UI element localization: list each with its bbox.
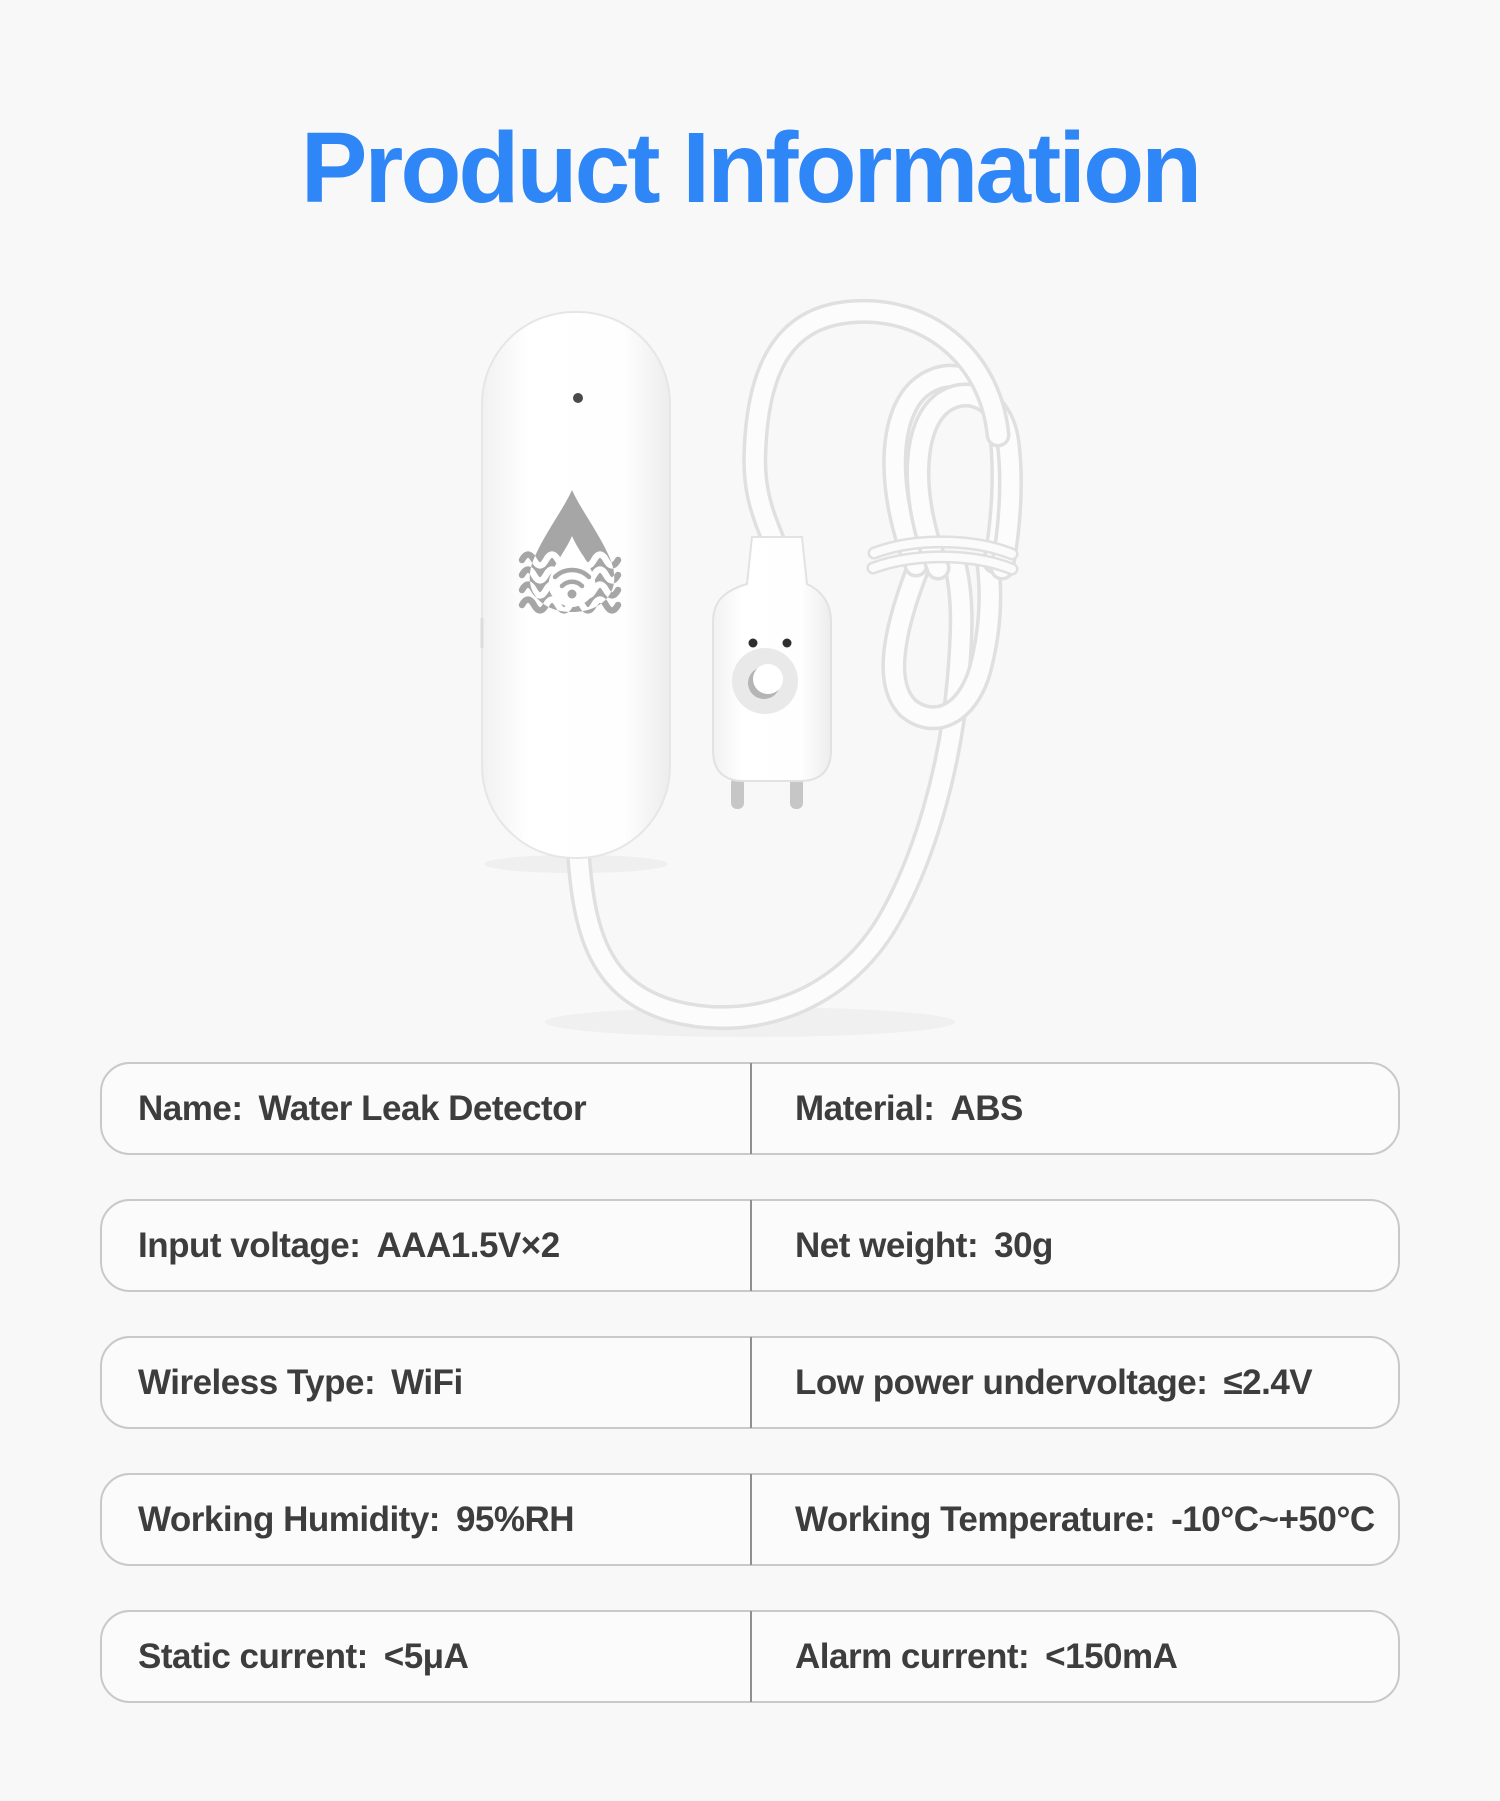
product-photo (350, 250, 1150, 1050)
spec-cell-material (752, 1064, 1402, 1153)
page-title: Product Information (300, 112, 1200, 224)
spec-label: Material: (795, 1088, 935, 1128)
probe-hole (732, 648, 798, 714)
spec-label: Working Humidity: (138, 1499, 440, 1539)
spec-cell-working-temperature (752, 1475, 1402, 1564)
cable-to-probe (755, 311, 998, 542)
spec-label: Static current: (138, 1636, 368, 1676)
probe-contact-dot (783, 639, 792, 648)
spec-label: Net weight: (795, 1225, 979, 1265)
spec-value: ≤2.4V (1223, 1362, 1313, 1402)
spec-label: Name: (138, 1088, 243, 1128)
sensor-probe (713, 537, 831, 809)
spec-row-name-material (100, 1062, 1400, 1155)
spec-cell-input-voltage (102, 1201, 752, 1290)
spec-table (100, 1062, 1400, 1747)
spec-row-voltage-weight (100, 1199, 1400, 1292)
spec-cell-alarm-current (752, 1612, 1402, 1701)
spec-row-wireless-undervoltage (100, 1336, 1400, 1429)
status-led-dot (573, 393, 583, 403)
spec-value: <5μA (383, 1636, 469, 1676)
sensor-body (482, 312, 670, 858)
spec-value: WiFi (391, 1362, 463, 1402)
spec-cell-net-weight (752, 1201, 1402, 1290)
spec-label: Wireless Type: (138, 1362, 376, 1402)
spec-row-static-alarm-current (100, 1610, 1400, 1703)
spec-value: AAA1.5V×2 (376, 1225, 560, 1265)
spec-row-humidity-temperature (100, 1473, 1400, 1566)
spec-label: Input voltage: (138, 1225, 361, 1265)
probe-contact-dot (749, 639, 758, 648)
spec-label: Working Temperature: (795, 1499, 1156, 1539)
spec-value: -10°C~+50°C (1171, 1499, 1375, 1539)
spec-value: 95%RH (455, 1499, 575, 1539)
spec-value: <150mA (1045, 1636, 1178, 1676)
spec-label: Alarm current: (795, 1636, 1030, 1676)
spec-value: 30g (994, 1225, 1053, 1265)
spec-value: ABS (950, 1088, 1023, 1128)
spec-cell-low-power-undervoltage (752, 1338, 1402, 1427)
spec-value: Water Leak Detector (258, 1088, 587, 1128)
spec-cell-wireless-type (102, 1338, 752, 1427)
spec-label: Low power undervoltage: (795, 1362, 1208, 1402)
spec-cell-working-humidity (102, 1475, 752, 1564)
spec-cell-name (102, 1064, 752, 1153)
spec-cell-static-current (102, 1612, 752, 1701)
